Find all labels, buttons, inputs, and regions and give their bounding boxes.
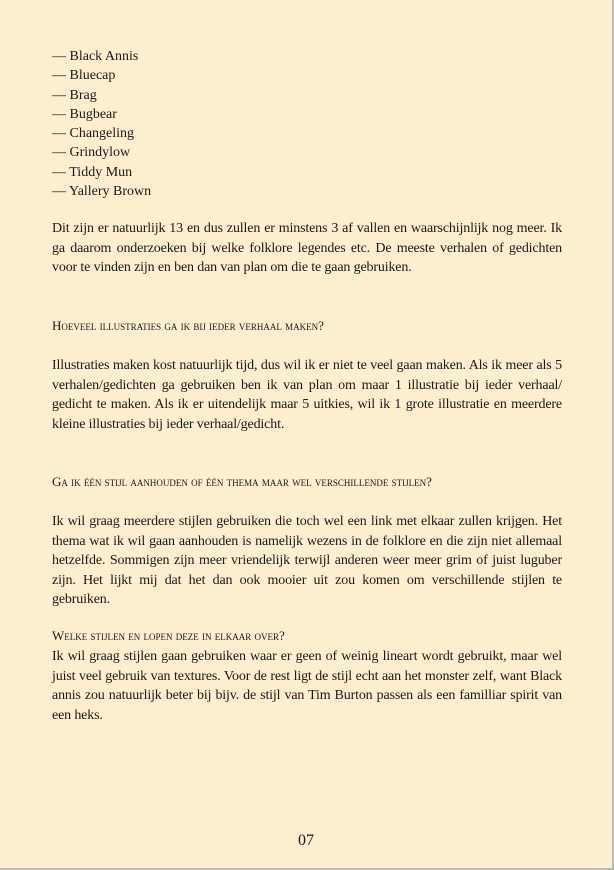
page-number: 07 xyxy=(298,832,314,849)
section-heading-illustrations: Hoeveel illustraties ga ik bij ieder verhaal maken? xyxy=(52,318,324,333)
section-body-illustrations: Illustraties maken kost natuurlijk tijd, dus wil ik er niet te veel gaan maken. Als ik meer als 5 verhalen/gedichten ga gebruiken ben ik van plan om maar 1 illustratie bij ieder verhaal/ gedicht te maken. Als ik er uitendelijk maar 5 uitkies, wil ik 1 grote illustratie en meerdere kleine illustraties bij ieder verhaal/gedicht. xyxy=(52,358,562,432)
list-item: — Brag xyxy=(52,87,97,103)
intro-paragraph: Dit zijn er natuurlijk 13 en dus zullen er minstens 3 af vallen en waarschijnlijk nog meer. Ik ga daarom onderzoeken bij welke folklore legendes etc. De meeste verhalen of gedichten voor te vinden zijn en ben dan van plan om die te gaan gebruiken. xyxy=(52,221,562,275)
list-item: — Bugbear xyxy=(52,106,117,122)
section-heading-styles: Welke stijlen en lopen deze in elkaar over? xyxy=(52,628,285,643)
list-item: — Black Annis xyxy=(52,49,139,64)
section-heading-style-theme: Ga ik één stijl aanhouden of één thema maar wel verschillende stijlen? xyxy=(52,474,432,489)
list-item: — Changeling xyxy=(52,126,135,142)
section-body-styles: Ik wil graag stijlen gaan gebruiken waar er geen of weinig lineart wordt gebruikt, maar wel juist veel gebruik van textures. Voor de rest ligt de stijl echt aan het monster zelf, want Black annis zou natuurlijk beter bij bijv. de stijl van Tim Burton passen als een familliar spirit van een heks. xyxy=(52,649,562,723)
list-item: — Bluecap xyxy=(52,68,116,84)
list-item: — Yallery Brown xyxy=(52,184,152,200)
list-item: — Grindylow xyxy=(52,145,131,161)
creature-list xyxy=(52,47,151,201)
section-body-style-theme: Ik wil graag meerdere stijlen gebruiken die toch wel een link met elkaar zullen krijgen. Het thema wat ik wil gaan aanhouden is namelijk wezens in de folklore en die zijn niet allemaal hetzelfde. Sommigen zijn meer vriendelijk terwijl anderen weer meer grim of juist luguber zijn. Het lijkt mij dat het dan ook mooier uit zou komen om verschillende stijlen te gebruiken. xyxy=(52,514,562,607)
list-item: — Tiddy Mun xyxy=(52,164,133,180)
